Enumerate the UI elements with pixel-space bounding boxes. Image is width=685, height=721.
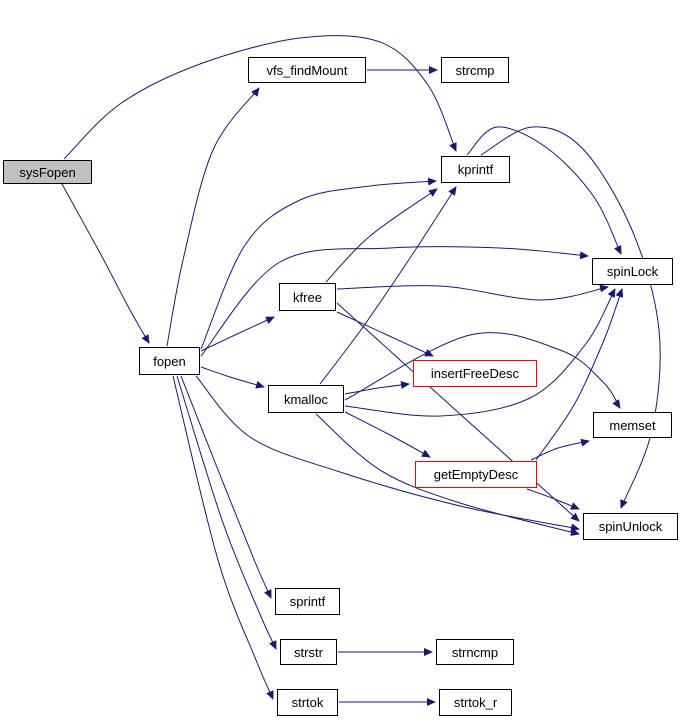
node-label: vfs_findMount bbox=[266, 62, 348, 78]
node-memset[interactable] bbox=[593, 412, 672, 438]
node-kmalloc[interactable] bbox=[268, 385, 344, 413]
node-sysFopen[interactable] bbox=[3, 160, 92, 184]
node-label: spinUnlock bbox=[598, 519, 663, 534]
edge-kprintf-spinLock bbox=[467, 127, 621, 254]
node-strcmp[interactable] bbox=[441, 57, 509, 83]
edge-kfree-spinUnlock bbox=[337, 303, 579, 521]
node-label: getEmptyDesc bbox=[433, 467, 519, 482]
node-strtok[interactable] bbox=[277, 689, 338, 716]
node-spinLock[interactable] bbox=[592, 258, 673, 285]
node-label: sysFopen bbox=[19, 164, 76, 180]
node-getEmptyDesc[interactable] bbox=[415, 461, 537, 488]
node-label: strcmp bbox=[455, 62, 495, 78]
node-kprintf[interactable] bbox=[441, 156, 510, 183]
node-label: strtok_r bbox=[453, 695, 498, 710]
node-label: strtok bbox=[291, 695, 324, 710]
edge-fopen-sprintf bbox=[181, 376, 271, 598]
edge-fopen-kprintf bbox=[201, 181, 436, 349]
node-label: kmalloc bbox=[283, 391, 329, 407]
edge-kmalloc-insertFreeDesc bbox=[345, 384, 409, 394]
node-label: strstr bbox=[294, 644, 323, 660]
edge-kmalloc-spinLock bbox=[345, 289, 615, 416]
edge-sysFopen-kprintf bbox=[64, 36, 456, 159]
node-spinUnlock[interactable] bbox=[583, 513, 678, 540]
node-kfree[interactable] bbox=[279, 283, 336, 311]
edge-kfree-spinLock bbox=[337, 286, 608, 300]
edge-getEmptyDesc-memset bbox=[531, 441, 589, 460]
edge-fopen-spinUnlock bbox=[196, 376, 579, 529]
node-sprintf[interactable] bbox=[275, 588, 340, 615]
node-label: kprintf bbox=[457, 162, 494, 177]
edge-kfree-kprintf bbox=[326, 189, 437, 282]
node-insertFreeDesc[interactable] bbox=[413, 360, 537, 387]
edge-fopen-kfree bbox=[201, 317, 274, 351]
node-fopen[interactable] bbox=[139, 347, 200, 375]
node-vfs-findMount[interactable] bbox=[248, 57, 366, 83]
node-label: sprintf bbox=[289, 594, 326, 609]
edge-getEmptyDesc-spinUnlock bbox=[527, 489, 579, 509]
node-strtok-r[interactable] bbox=[439, 689, 512, 716]
edge-fopen-vfs_findMount bbox=[167, 88, 259, 346]
edge-kmalloc-getEmptyDesc bbox=[345, 412, 430, 457]
node-strncmp[interactable] bbox=[436, 639, 514, 665]
node-label: kfree bbox=[293, 289, 322, 305]
node-label: fopen bbox=[153, 353, 186, 369]
edge-fopen-strstr bbox=[177, 376, 276, 649]
edge-sysFopen-fopen bbox=[62, 184, 149, 343]
edge-kprintf-spinUnlock bbox=[481, 127, 660, 508]
node-strstr[interactable] bbox=[280, 639, 337, 665]
node-label: memset bbox=[609, 417, 656, 433]
edge-kfree-insertFreeDesc bbox=[337, 312, 433, 356]
node-label: spinLock bbox=[606, 264, 659, 279]
node-label: strncmp bbox=[451, 644, 499, 660]
edge-fopen-strtok bbox=[173, 376, 273, 699]
node-label: insertFreeDesc bbox=[430, 366, 520, 381]
edge-fopen-kmalloc bbox=[201, 367, 264, 387]
